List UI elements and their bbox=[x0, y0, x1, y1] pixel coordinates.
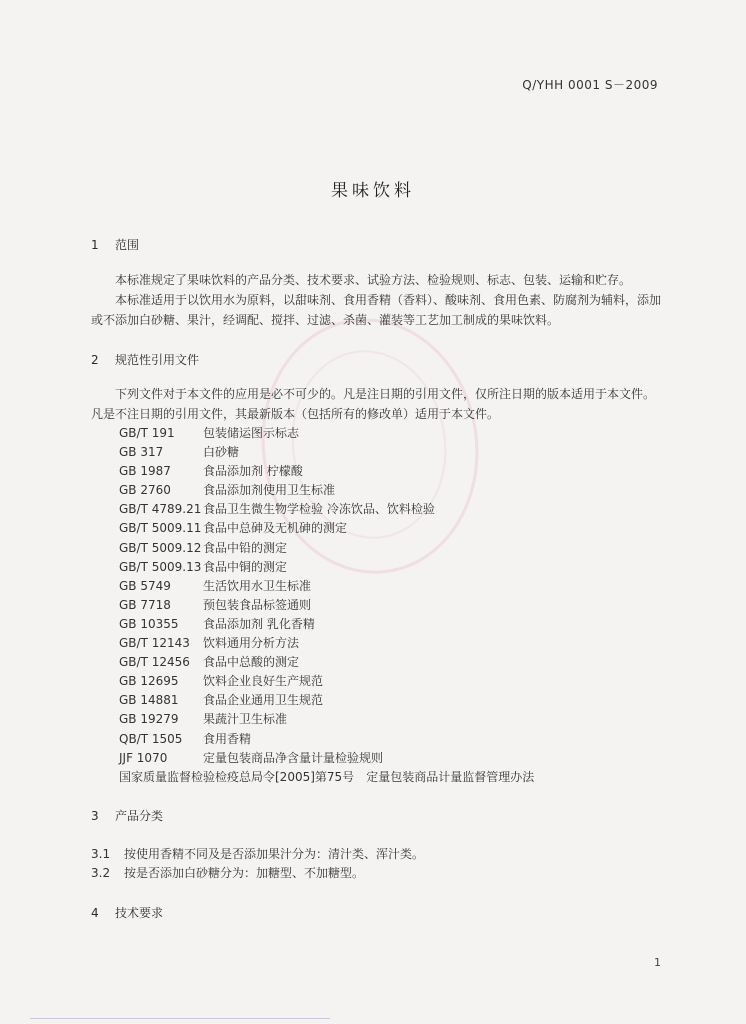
reference-code: QB/T 1505 bbox=[119, 731, 183, 746]
reference-item bbox=[119, 749, 534, 768]
reference-item bbox=[119, 634, 534, 653]
references-intro-paragraph bbox=[91, 384, 663, 424]
reference-code: GB 12695 bbox=[119, 674, 179, 689]
document-code: Q/YHH 0001 S－2009 bbox=[522, 78, 658, 92]
reference-title: 食用香精 bbox=[203, 731, 252, 746]
reference-title: 预包装食品标签通则 bbox=[203, 597, 312, 612]
section-title: 技术要求 bbox=[115, 906, 164, 920]
reference-item bbox=[119, 558, 534, 577]
scope-paragraph-1 bbox=[91, 270, 663, 290]
reference-title: 生活饮用水卫生标准 bbox=[203, 578, 312, 593]
clause-number: 3.2 bbox=[91, 866, 111, 880]
section-heading-scope bbox=[91, 236, 139, 253]
clause-number: 3.1 bbox=[91, 847, 111, 861]
section-title: 规范性引用文件 bbox=[115, 353, 200, 367]
reference-code: GB 2760 bbox=[119, 483, 171, 498]
section-title: 范围 bbox=[115, 238, 140, 252]
clause-text: 按是否添加白砂糖分为：加糖型、不加糖型。 bbox=[124, 866, 365, 880]
reference-title: 果蔬汁卫生标准 bbox=[203, 712, 288, 727]
reference-item bbox=[119, 710, 534, 729]
scope-line-2: 本标准适用于以饮用水为原料，以甜味剂、食用香精（香料）、酸味剂、食用色素、防腐剂为辅料，添加或不添加白砂糖、果汁，经调配、搅拌、过滤、杀菌、灌装等工艺加工制成的果味饮料。 bbox=[91, 293, 662, 327]
reference-title: 包装储运图示标志 bbox=[203, 426, 300, 440]
section-number: 3 bbox=[91, 809, 99, 823]
reference-code: GB 1987 bbox=[119, 464, 171, 479]
reference-item bbox=[119, 443, 534, 462]
reference-title: 食品中总酸的测定 bbox=[203, 655, 300, 670]
reference-item bbox=[119, 577, 534, 596]
reference-item bbox=[119, 691, 534, 710]
section-title: 产品分类 bbox=[115, 809, 164, 823]
reference-item bbox=[119, 653, 534, 672]
section-number: 1 bbox=[91, 238, 99, 252]
reference-code: GB 14881 bbox=[119, 693, 179, 708]
reference-title: 定量包装商品净含量计量检验规则 bbox=[203, 750, 384, 765]
reference-code: GB 317 bbox=[119, 445, 164, 460]
references-intro-text: 下列文件对于本文件的应用是必不可少的。凡是注日期的引用文件，仅所注日期的版本适用于本文件。凡是不注日期的引用文件，其最新版本（包括所有的修改单）适用于本文件。 bbox=[91, 387, 656, 421]
scope-paragraph-2 bbox=[91, 290, 663, 330]
reference-title: 食品中铜的测定 bbox=[203, 559, 288, 574]
reference-item bbox=[119, 539, 534, 558]
section-heading-references bbox=[91, 351, 199, 368]
normative-references-list bbox=[119, 424, 534, 787]
reference-code: GB 19279 bbox=[119, 712, 179, 727]
reference-item bbox=[119, 672, 534, 691]
scope-line-1: 本标准规定了果味饮料的产品分类、技术要求、试验方法、检验规则、标志、包装、运输和贮存。 bbox=[115, 273, 632, 287]
reference-code: GB/T 5009.13 bbox=[119, 559, 202, 574]
classification-clause-3-2 bbox=[91, 864, 364, 881]
section-number: 2 bbox=[91, 353, 99, 367]
reference-code: GB/T 191 bbox=[119, 426, 175, 440]
reference-title: 食品企业通用卫生规范 bbox=[203, 693, 324, 708]
reference-code: GB 5749 bbox=[119, 578, 171, 593]
reference-code: GB/T 4789.21 bbox=[119, 502, 202, 517]
reference-code: GB/T 5009.12 bbox=[119, 540, 202, 555]
reference-title: 食品添加剂 乳化香精 bbox=[203, 616, 315, 631]
reference-item bbox=[119, 481, 534, 500]
reference-item bbox=[119, 768, 534, 787]
reference-title: 饮料企业良好生产规范 bbox=[203, 674, 324, 689]
reference-title: 食品中总砷及无机砷的测定 bbox=[203, 521, 348, 536]
reference-item bbox=[119, 462, 534, 481]
reference-item bbox=[119, 500, 534, 519]
classification-clause-3-1 bbox=[91, 845, 424, 862]
section-number: 4 bbox=[91, 906, 99, 920]
reference-title: 食品中铅的测定 bbox=[203, 540, 288, 555]
reference-item bbox=[119, 519, 534, 538]
reference-code: 国家质量监督检验检疫总局令[2005]第75号 bbox=[119, 769, 355, 784]
reference-code: GB/T 12143 bbox=[119, 636, 190, 651]
page-number: 1 bbox=[654, 956, 661, 969]
reference-title: 食品卫生微生物学检验 冷冻饮品、饮料检验 bbox=[203, 502, 435, 517]
reference-title: 食品添加剂使用卫生标准 bbox=[203, 483, 336, 498]
reference-code: JJF 1070 bbox=[119, 750, 168, 765]
section-heading-classification bbox=[91, 807, 163, 824]
reference-code: GB 7718 bbox=[119, 597, 171, 612]
clause-text: 按使用香精不同及是否添加果汁分为：清汁类、浑汁类。 bbox=[124, 847, 425, 861]
reference-code: GB 10355 bbox=[119, 616, 179, 631]
section-heading-technical-requirements bbox=[91, 904, 163, 921]
document-title: 果味饮料 bbox=[331, 181, 415, 201]
reference-item bbox=[119, 615, 534, 634]
reference-title: 白砂糖 bbox=[203, 445, 240, 460]
reference-title: 定量包装商品计量监督管理办法 bbox=[366, 769, 535, 784]
reference-title: 饮料通用分析方法 bbox=[203, 636, 300, 651]
reference-title: 食品添加剂 柠檬酸 bbox=[203, 464, 303, 479]
reference-item bbox=[119, 730, 534, 749]
reference-code: GB/T 5009.11 bbox=[119, 521, 202, 536]
reference-item bbox=[119, 596, 534, 615]
reference-item bbox=[119, 424, 534, 443]
scan-edge-line bbox=[30, 1018, 330, 1019]
reference-code: GB/T 12456 bbox=[119, 655, 190, 670]
